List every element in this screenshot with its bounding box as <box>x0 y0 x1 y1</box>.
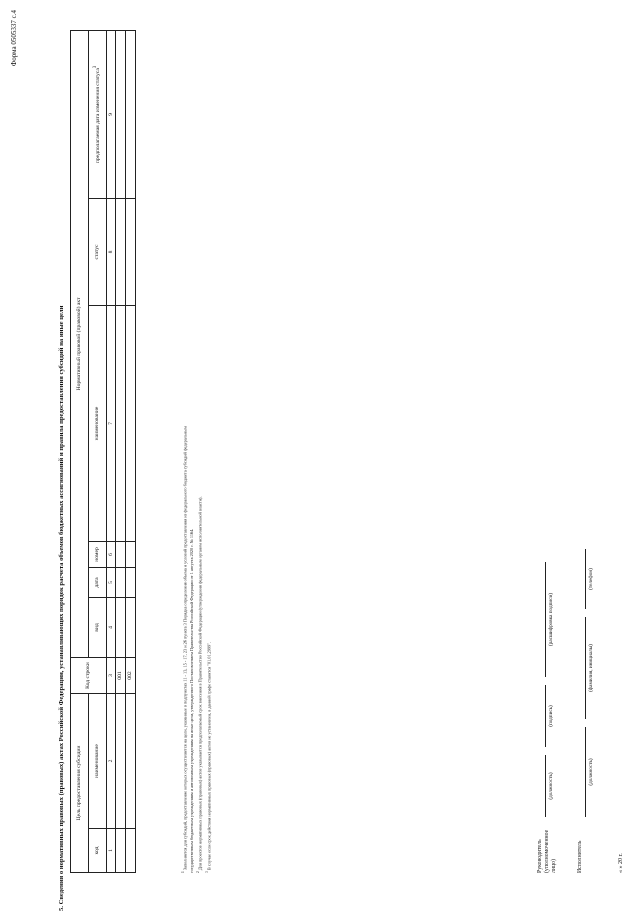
cell-type[interactable] <box>126 598 136 658</box>
table-row <box>116 30 126 872</box>
head-label: Руководитель (уполномоченное лицо) <box>537 829 557 873</box>
footnotes <box>180 31 213 873</box>
name-header: наименование <box>89 694 107 829</box>
cell-act-name[interactable] <box>116 306 126 542</box>
head-signature-block <box>537 543 558 873</box>
col-number: 1 <box>107 829 116 873</box>
cell-name[interactable] <box>126 694 136 829</box>
head-position-field[interactable]: (должность) <box>545 755 554 817</box>
col-number: 2 <box>107 694 116 829</box>
footnote: $^2$ Для проектов нормативных правовых (правовых) актов указывается предполагаемый срок внесения в Правительство Российской Федерации (утверждения федеральным органом исполнительной власти). <box>196 496 203 873</box>
code-header: код <box>89 829 107 873</box>
head-name-field[interactable]: (расшифровка подписи) <box>545 562 554 677</box>
cell-act-name[interactable] <box>126 306 136 542</box>
row-code-header: Код строки <box>71 658 107 694</box>
cell-number[interactable] <box>126 542 136 568</box>
cell-type[interactable] <box>116 598 126 658</box>
act-name-header: наименование <box>89 306 107 542</box>
footnote: $^1$ Заполняется для субсидий, предоставление которых осуществляется на цели, указанные в подпунктах 11 - 13, 15 - 17, 23 и 26 пункта 3 Порядка определения объема и условий предоставления из федерального бюджета субсидий федеральным <box>181 426 188 873</box>
number-header: номер <box>89 542 107 568</box>
executor-name-field[interactable]: (фамилия, инициалы) <box>585 617 594 719</box>
date-line[interactable]: « » 20 г. <box>618 853 624 873</box>
status-header: статус <box>89 199 107 306</box>
npa-table <box>70 30 136 873</box>
col-number: 7 <box>107 306 116 542</box>
executor-position-field[interactable]: (должность) <box>585 727 594 817</box>
executor-signature-block <box>577 543 594 873</box>
col-number: 6 <box>107 542 116 568</box>
col-number: 5 <box>107 568 116 598</box>
planned-date-header: предполагаемая дата изменения статуса$^3$ <box>89 30 107 198</box>
cell-status[interactable] <box>116 199 126 306</box>
head-signature-field[interactable]: (подпись) <box>545 685 554 747</box>
cell-status[interactable] <box>126 199 136 306</box>
executor-phone-field[interactable]: (телефон) <box>585 549 594 609</box>
cell-name[interactable] <box>116 694 126 829</box>
cell-date[interactable] <box>126 568 136 598</box>
table-row <box>126 30 136 872</box>
col-number: 4 <box>107 598 116 658</box>
cell-row-code: 002 <box>126 658 136 694</box>
col-number: 3 <box>107 658 116 694</box>
footnote: государственным бюджетным учреждениям и автономным учреждениям на иные цели, утвержденного Постановлением Правительства Российской Федерации от 1 августа 2020 г. № 1164. <box>188 528 194 873</box>
cell-planned-date[interactable] <box>126 30 136 198</box>
section-title: 5. Сведения о нормативных правовых (правовых) актах Российской Федерации, устанавливающих порядок расчета объемов бюджетных ассигнований и правила предоставления субсидий на иные цели <box>58 305 65 911</box>
cell-date[interactable] <box>116 568 126 598</box>
footnote: $^3$ В случае если срок действия нормативных правовых (правовых) актов не установлен, в данной графе ставится "01.01.2999". <box>205 641 212 873</box>
cell-number[interactable] <box>116 542 126 568</box>
col-number: 8 <box>107 199 116 306</box>
form-code: Форма 0505337 с.4 <box>10 10 18 67</box>
date-header: дата <box>89 568 107 598</box>
type-header: вид <box>89 598 107 658</box>
col-number: 9 <box>107 30 116 198</box>
purpose-group-header: Цель предоставления субсидии <box>71 694 89 873</box>
npa-group-header: Нормативный правовой (правовой) акт <box>71 30 89 657</box>
cell-planned-date[interactable] <box>116 30 126 198</box>
executor-label: Исполнитель <box>577 840 583 873</box>
cell-row-code: 001 <box>116 658 126 694</box>
cell-code[interactable] <box>116 829 126 873</box>
cell-code[interactable] <box>126 829 136 873</box>
